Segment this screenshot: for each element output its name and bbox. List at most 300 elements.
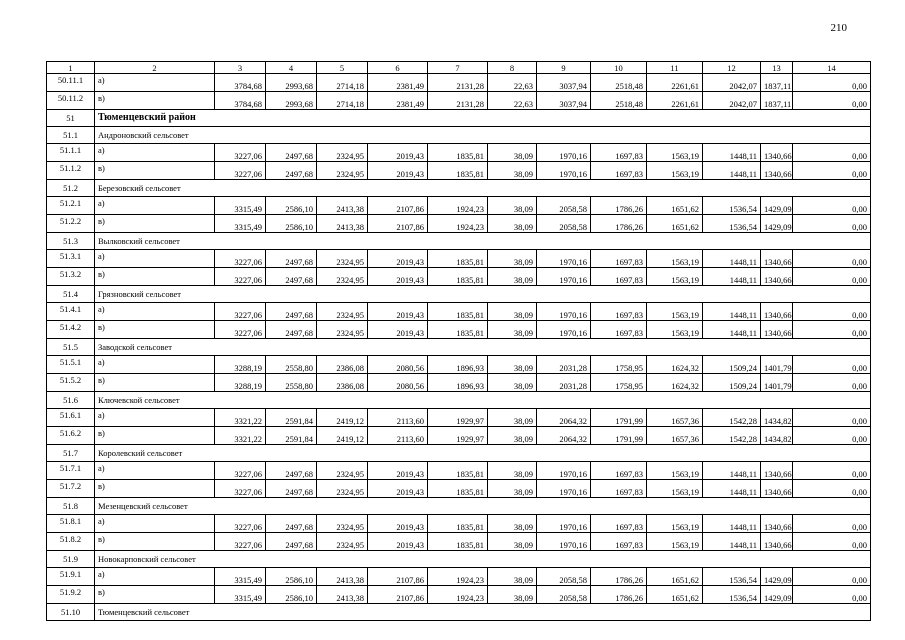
value-cell: 38,09 (488, 215, 537, 233)
value-cell: 1697,83 (591, 303, 647, 321)
value-cell: 2386,08 (317, 374, 368, 392)
value-cell: 2386,08 (317, 356, 368, 374)
value-cell: 1970,16 (537, 268, 591, 286)
value-cell: 2518,48 (591, 74, 647, 92)
value-cell: 1697,83 (591, 321, 647, 339)
table-row (47, 356, 871, 374)
table-row (47, 250, 871, 268)
value-cell: 1697,83 (591, 250, 647, 268)
value-cell: 3784,68 (215, 92, 266, 110)
section-name: Новокарповский сельсовет (95, 551, 871, 568)
value-cell: 1924,23 (428, 197, 488, 215)
value-cell: 1509,24 (703, 356, 761, 374)
value-cell: 38,09 (488, 374, 537, 392)
value-cell: 1697,83 (591, 462, 647, 480)
value-cell: 1340,66 (761, 462, 793, 480)
section-header-row (47, 233, 871, 250)
row-variant-cell: в) (95, 374, 215, 392)
value-cell: 1448,11 (703, 321, 761, 339)
value-cell: 1340,66 (761, 321, 793, 339)
value-cell: 1448,11 (703, 268, 761, 286)
row-id-cell: 50.11.2 (47, 92, 95, 110)
value-cell: 2019,43 (368, 533, 428, 551)
value-cell: 2497,68 (266, 480, 317, 498)
value-cell: 3227,06 (215, 480, 266, 498)
value-cell: 2497,68 (266, 515, 317, 533)
value-cell: 1970,16 (537, 515, 591, 533)
value-cell: 0,00 (793, 321, 871, 339)
value-cell: 38,09 (488, 321, 537, 339)
section-name: Мезенцевский сельсовет (95, 498, 871, 515)
value-cell: 1563,19 (647, 533, 703, 551)
value-cell: 38,09 (488, 250, 537, 268)
value-cell: 2107,86 (368, 197, 428, 215)
section-header-row (47, 392, 871, 409)
value-cell: 1835,81 (428, 321, 488, 339)
value-cell: 2107,86 (368, 215, 428, 233)
value-cell: 1434,82 (761, 427, 793, 445)
value-cell: 2058,58 (537, 586, 591, 604)
row-variant-cell: в) (95, 480, 215, 498)
value-cell: 2019,43 (368, 162, 428, 180)
row-id-cell: 51.5 (47, 339, 95, 356)
value-cell: 2107,86 (368, 568, 428, 586)
value-cell: 2497,68 (266, 321, 317, 339)
row-id-cell: 51.4.2 (47, 321, 95, 339)
row-id-cell: 51.6.1 (47, 409, 95, 427)
value-cell: 1340,66 (761, 250, 793, 268)
value-cell: 2058,58 (537, 197, 591, 215)
value-cell: 38,09 (488, 356, 537, 374)
tariff-table (46, 61, 871, 621)
value-cell: 1429,09 (761, 215, 793, 233)
value-cell: 1563,19 (647, 515, 703, 533)
value-cell: 38,09 (488, 303, 537, 321)
row-variant-cell: в) (95, 215, 215, 233)
value-cell: 1970,16 (537, 462, 591, 480)
value-cell: 1448,11 (703, 144, 761, 162)
value-cell: 2993,68 (266, 92, 317, 110)
table-row (47, 144, 871, 162)
row-variant-cell: а) (95, 409, 215, 427)
section-name: Заводской сельсовет (95, 339, 871, 356)
column-number-cell: 8 (488, 62, 537, 74)
value-cell: 22,63 (488, 92, 537, 110)
value-cell: 2324,95 (317, 144, 368, 162)
row-variant-cell: а) (95, 568, 215, 586)
row-variant-cell: а) (95, 197, 215, 215)
value-cell: 2042,07 (703, 92, 761, 110)
value-cell: 0,00 (793, 268, 871, 286)
value-cell: 2019,43 (368, 462, 428, 480)
table-row (47, 568, 871, 586)
value-cell: 2324,95 (317, 533, 368, 551)
row-id-cell: 51.5.1 (47, 356, 95, 374)
row-id-cell: 51.8 (47, 498, 95, 515)
value-cell: 1786,26 (591, 568, 647, 586)
section-name: Вылковский сельсовет (95, 233, 871, 250)
value-cell: 1786,26 (591, 197, 647, 215)
value-cell: 2019,43 (368, 303, 428, 321)
value-cell: 2058,58 (537, 568, 591, 586)
value-cell: 1536,54 (703, 215, 761, 233)
value-cell: 2080,56 (368, 374, 428, 392)
value-cell: 1835,81 (428, 515, 488, 533)
value-cell: 0,00 (793, 462, 871, 480)
value-cell: 2518,48 (591, 92, 647, 110)
value-cell: 0,00 (793, 374, 871, 392)
value-cell: 1536,54 (703, 568, 761, 586)
value-cell: 2586,10 (266, 215, 317, 233)
value-cell: 2019,43 (368, 321, 428, 339)
value-cell: 38,09 (488, 427, 537, 445)
value-cell: 2586,10 (266, 586, 317, 604)
value-cell: 1924,23 (428, 215, 488, 233)
value-cell: 2019,43 (368, 515, 428, 533)
value-cell: 1970,16 (537, 321, 591, 339)
value-cell: 2714,18 (317, 74, 368, 92)
value-cell: 1791,99 (591, 409, 647, 427)
column-number-cell: 11 (647, 62, 703, 74)
value-cell: 1536,54 (703, 586, 761, 604)
value-cell: 1837,11 (761, 92, 793, 110)
row-id-cell: 51.8.1 (47, 515, 95, 533)
value-cell: 0,00 (793, 215, 871, 233)
column-number-cell: 5 (317, 62, 368, 74)
value-cell: 2558,80 (266, 356, 317, 374)
value-cell: 2113,60 (368, 409, 428, 427)
row-id-cell: 51.6 (47, 392, 95, 409)
row-id-cell: 51.3 (47, 233, 95, 250)
row-id-cell: 51.4 (47, 286, 95, 303)
value-cell: 1429,09 (761, 568, 793, 586)
value-cell: 1563,19 (647, 144, 703, 162)
value-cell: 2064,32 (537, 409, 591, 427)
table-row (47, 74, 871, 92)
row-id-cell: 51.9 (47, 551, 95, 568)
value-cell: 1835,81 (428, 480, 488, 498)
table-row (47, 374, 871, 392)
value-cell: 0,00 (793, 92, 871, 110)
row-variant-cell: а) (95, 74, 215, 92)
value-cell: 2714,18 (317, 92, 368, 110)
value-cell: 2031,28 (537, 374, 591, 392)
row-id-cell: 51.1.2 (47, 162, 95, 180)
section-name: Грязновский сельсовет (95, 286, 871, 303)
row-id-cell: 51.7.2 (47, 480, 95, 498)
value-cell: 2497,68 (266, 144, 317, 162)
value-cell: 1509,24 (703, 374, 761, 392)
table-row (47, 462, 871, 480)
value-cell: 0,00 (793, 480, 871, 498)
value-cell: 0,00 (793, 356, 871, 374)
section-header-row (47, 604, 871, 621)
value-cell: 0,00 (793, 250, 871, 268)
row-id-cell: 51.9.1 (47, 568, 95, 586)
table-row (47, 586, 871, 604)
column-number-cell: 1 (47, 62, 95, 74)
row-variant-cell: в) (95, 162, 215, 180)
row-variant-cell: в) (95, 268, 215, 286)
value-cell: 1657,36 (647, 409, 703, 427)
section-name: Березовский сельсовет (95, 180, 871, 197)
value-cell: 1837,11 (761, 74, 793, 92)
row-variant-cell: в) (95, 533, 215, 551)
value-cell: 1563,19 (647, 162, 703, 180)
value-cell: 1429,09 (761, 586, 793, 604)
value-cell: 38,09 (488, 197, 537, 215)
value-cell: 3227,06 (215, 250, 266, 268)
value-cell: 2419,12 (317, 409, 368, 427)
value-cell: 1835,81 (428, 303, 488, 321)
value-cell: 3315,49 (215, 215, 266, 233)
column-number-cell: 13 (761, 62, 793, 74)
row-id-cell: 51.7 (47, 445, 95, 462)
value-cell: 1970,16 (537, 303, 591, 321)
value-cell: 1970,16 (537, 480, 591, 498)
value-cell: 2261,61 (647, 92, 703, 110)
value-cell: 0,00 (793, 427, 871, 445)
value-cell: 1929,97 (428, 409, 488, 427)
value-cell: 1697,83 (591, 144, 647, 162)
value-cell: 2019,43 (368, 250, 428, 268)
value-cell: 1924,23 (428, 568, 488, 586)
value-cell: 3321,22 (215, 409, 266, 427)
value-cell: 2324,95 (317, 303, 368, 321)
column-number-cell: 9 (537, 62, 591, 74)
value-cell: 1448,11 (703, 480, 761, 498)
table-row (47, 409, 871, 427)
row-id-cell: 51.3.1 (47, 250, 95, 268)
row-id-cell: 51.6.2 (47, 427, 95, 445)
table-row (47, 427, 871, 445)
value-cell: 2131,28 (428, 92, 488, 110)
section-header-row (47, 339, 871, 356)
value-cell: 2107,86 (368, 586, 428, 604)
value-cell: 1970,16 (537, 162, 591, 180)
table-row (47, 268, 871, 286)
value-cell: 2019,43 (368, 144, 428, 162)
value-cell: 2031,28 (537, 356, 591, 374)
value-cell: 2413,38 (317, 197, 368, 215)
value-cell: 2324,95 (317, 321, 368, 339)
value-cell: 0,00 (793, 144, 871, 162)
value-cell: 1563,19 (647, 480, 703, 498)
value-cell: 1563,19 (647, 250, 703, 268)
row-variant-cell: в) (95, 321, 215, 339)
value-cell: 0,00 (793, 409, 871, 427)
value-cell: 3315,49 (215, 586, 266, 604)
value-cell: 1697,83 (591, 162, 647, 180)
value-cell: 2419,12 (317, 427, 368, 445)
value-cell: 2324,95 (317, 162, 368, 180)
value-cell: 0,00 (793, 162, 871, 180)
section-name: Андроновский сельсовет (95, 127, 871, 144)
section-header-row (47, 498, 871, 515)
table-row (47, 515, 871, 533)
value-cell: 38,09 (488, 568, 537, 586)
value-cell: 1563,19 (647, 321, 703, 339)
value-cell: 2131,28 (428, 74, 488, 92)
value-cell: 2586,10 (266, 197, 317, 215)
value-cell: 1835,81 (428, 144, 488, 162)
row-id-cell: 51.5.2 (47, 374, 95, 392)
row-id-cell: 51.2 (47, 180, 95, 197)
value-cell: 1791,99 (591, 427, 647, 445)
value-cell: 1434,82 (761, 409, 793, 427)
table-body (47, 62, 871, 621)
value-cell: 1340,66 (761, 480, 793, 498)
value-cell: 1542,28 (703, 409, 761, 427)
row-id-cell: 51.7.1 (47, 462, 95, 480)
value-cell: 2413,38 (317, 568, 368, 586)
value-cell: 2080,56 (368, 356, 428, 374)
value-cell: 3227,06 (215, 303, 266, 321)
value-cell: 2261,61 (647, 74, 703, 92)
row-id-cell: 51.10 (47, 604, 95, 621)
row-variant-cell: а) (95, 250, 215, 268)
value-cell: 3288,19 (215, 356, 266, 374)
table-row (47, 303, 871, 321)
page-number: 210 (830, 22, 847, 34)
value-cell: 2381,49 (368, 74, 428, 92)
value-cell: 1970,16 (537, 533, 591, 551)
value-cell: 2497,68 (266, 268, 317, 286)
value-cell: 3784,68 (215, 74, 266, 92)
value-cell: 0,00 (793, 568, 871, 586)
district-name: Тюменцевский район (95, 110, 871, 127)
value-cell: 1924,23 (428, 586, 488, 604)
column-number-cell: 3 (215, 62, 266, 74)
value-cell: 3315,49 (215, 568, 266, 586)
value-cell: 1536,54 (703, 197, 761, 215)
value-cell: 1651,62 (647, 197, 703, 215)
value-cell: 38,09 (488, 144, 537, 162)
value-cell: 1651,62 (647, 586, 703, 604)
value-cell: 1835,81 (428, 250, 488, 268)
value-cell: 0,00 (793, 533, 871, 551)
value-cell: 0,00 (793, 197, 871, 215)
value-cell: 1896,93 (428, 374, 488, 392)
value-cell: 2381,49 (368, 92, 428, 110)
value-cell: 1697,83 (591, 515, 647, 533)
value-cell: 2413,38 (317, 586, 368, 604)
table-row (47, 480, 871, 498)
row-id-cell: 51.3.2 (47, 268, 95, 286)
value-cell: 38,09 (488, 462, 537, 480)
row-variant-cell: а) (95, 356, 215, 374)
value-cell: 1563,19 (647, 303, 703, 321)
table-row (47, 215, 871, 233)
value-cell: 1657,36 (647, 427, 703, 445)
value-cell: 3288,19 (215, 374, 266, 392)
value-cell: 1786,26 (591, 215, 647, 233)
value-cell: 3227,06 (215, 515, 266, 533)
value-cell: 1340,66 (761, 268, 793, 286)
value-cell: 0,00 (793, 303, 871, 321)
value-cell: 1448,11 (703, 250, 761, 268)
value-cell: 2586,10 (266, 568, 317, 586)
value-cell: 2324,95 (317, 462, 368, 480)
value-cell: 38,09 (488, 533, 537, 551)
value-cell: 1340,66 (761, 162, 793, 180)
value-cell: 1835,81 (428, 462, 488, 480)
column-number-cell: 12 (703, 62, 761, 74)
table-row (47, 197, 871, 215)
value-cell: 2993,68 (266, 74, 317, 92)
value-cell: 1401,79 (761, 356, 793, 374)
row-variant-cell: а) (95, 462, 215, 480)
value-cell: 0,00 (793, 586, 871, 604)
row-variant-cell: а) (95, 515, 215, 533)
value-cell: 1835,81 (428, 162, 488, 180)
value-cell: 1697,83 (591, 533, 647, 551)
value-cell: 2591,84 (266, 427, 317, 445)
value-cell: 2058,58 (537, 215, 591, 233)
value-cell: 1448,11 (703, 515, 761, 533)
row-id-cell: 51.8.2 (47, 533, 95, 551)
row-id-cell: 51.1 (47, 127, 95, 144)
value-cell: 2324,95 (317, 250, 368, 268)
value-cell: 1340,66 (761, 144, 793, 162)
value-cell: 1340,66 (761, 303, 793, 321)
value-cell: 2497,68 (266, 533, 317, 551)
table-row (47, 92, 871, 110)
value-cell: 1340,66 (761, 515, 793, 533)
section-header-row (47, 551, 871, 568)
value-cell: 1651,62 (647, 568, 703, 586)
value-cell: 2497,68 (266, 303, 317, 321)
value-cell: 1929,97 (428, 427, 488, 445)
value-cell: 2019,43 (368, 268, 428, 286)
row-id-cell: 51.1.1 (47, 144, 95, 162)
value-cell: 1651,62 (647, 215, 703, 233)
value-cell: 3037,94 (537, 74, 591, 92)
value-cell: 3227,06 (215, 162, 266, 180)
value-cell: 2591,84 (266, 409, 317, 427)
column-number-cell: 4 (266, 62, 317, 74)
value-cell: 0,00 (793, 74, 871, 92)
value-cell: 2324,95 (317, 515, 368, 533)
section-name: Ключевской сельсовет (95, 392, 871, 409)
row-id-cell: 51 (47, 110, 95, 127)
value-cell: 0,00 (793, 515, 871, 533)
value-cell: 1697,83 (591, 480, 647, 498)
table-row (47, 533, 871, 551)
section-header-row (47, 286, 871, 303)
value-cell: 2558,80 (266, 374, 317, 392)
value-cell: 3037,94 (537, 92, 591, 110)
value-cell: 2113,60 (368, 427, 428, 445)
value-cell: 1448,11 (703, 462, 761, 480)
value-cell: 2019,43 (368, 480, 428, 498)
value-cell: 38,09 (488, 515, 537, 533)
district-header-row (47, 110, 871, 127)
section-name: Королевский сельсовет (95, 445, 871, 462)
value-cell: 1835,81 (428, 533, 488, 551)
value-cell: 1429,09 (761, 197, 793, 215)
column-number-cell: 2 (95, 62, 215, 74)
column-number-header-row (47, 62, 871, 74)
row-id-cell: 51.2.1 (47, 197, 95, 215)
value-cell: 1448,11 (703, 303, 761, 321)
value-cell: 1542,28 (703, 427, 761, 445)
row-variant-cell: а) (95, 303, 215, 321)
value-cell: 3227,06 (215, 268, 266, 286)
value-cell: 3227,06 (215, 321, 266, 339)
value-cell: 2497,68 (266, 462, 317, 480)
value-cell: 1340,66 (761, 533, 793, 551)
